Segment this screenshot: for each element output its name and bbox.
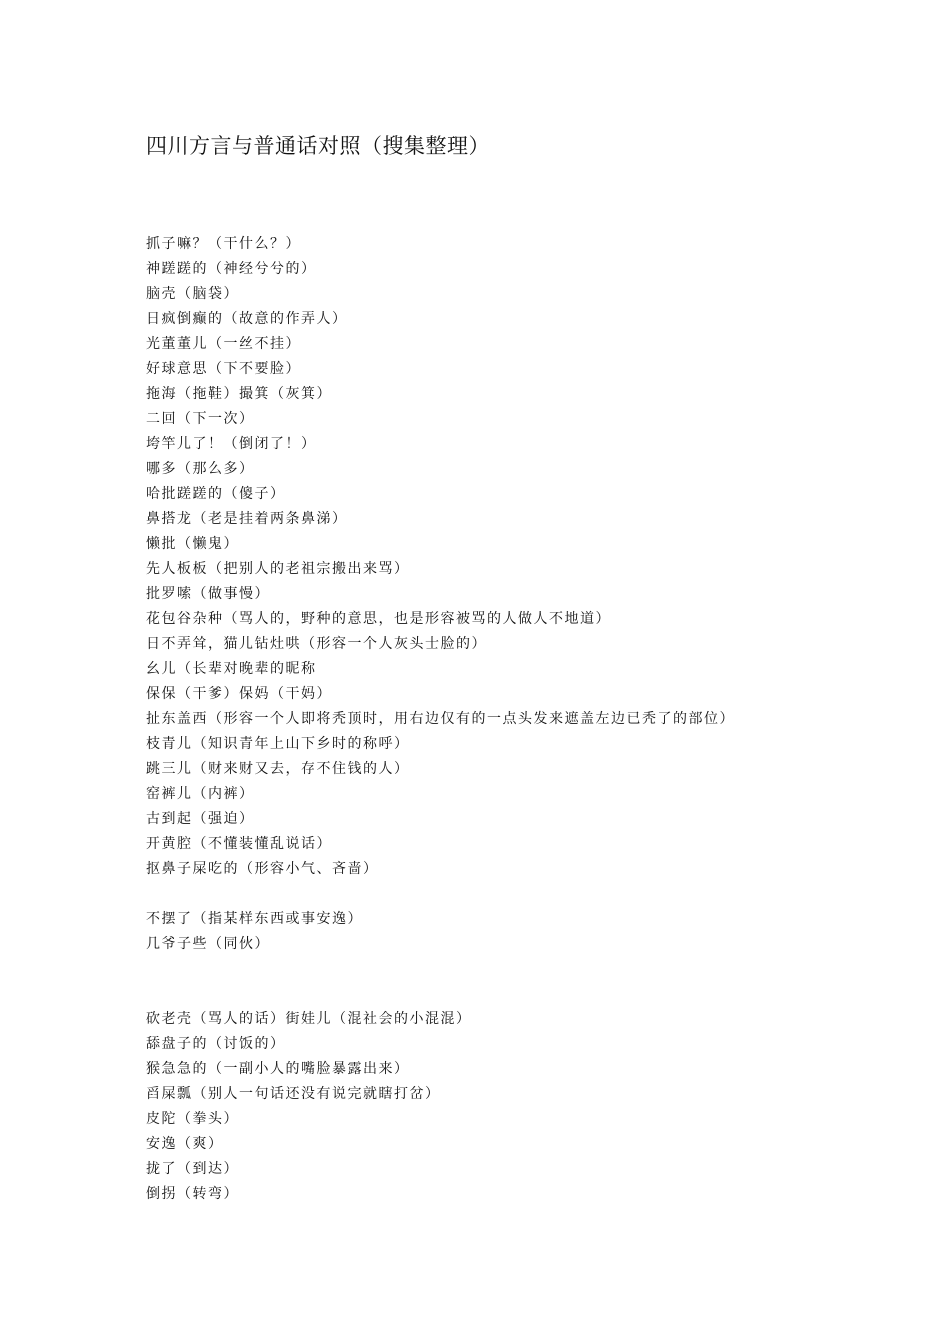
entry-row: 垮竿儿了！（倒闭了！） <box>146 436 317 452</box>
entry-row: 保保（干爹）保妈（干妈） <box>146 686 332 702</box>
document-title: 四川方言与普通话对照（搜集整理） <box>146 134 490 158</box>
entry-row: 舀屎瓢（别人一句话还没有说完就瞎打岔） <box>146 1086 441 1102</box>
entry-row: 日疯倒癫的（故意的作弄人） <box>146 311 348 327</box>
dialect-entry-list <box>146 232 735 1207</box>
entry-row: 开黄腔（不懂装懂乱说话） <box>146 836 332 852</box>
entry-row: 枝青儿（知识青年上山下乡时的称呼） <box>146 736 410 752</box>
entry-row: 幺儿（长辈对晚辈的昵称 <box>146 661 317 677</box>
entry-row: 拖海（拖鞋）撮箕（灰箕） <box>146 386 332 402</box>
entry-row: 二回（下一次） <box>146 411 255 427</box>
entry-row: 先人板板（把别人的老祖宗搬出来骂） <box>146 561 410 577</box>
entry-row: 懒批（懒鬼） <box>146 536 239 552</box>
entry-row: 光董董儿（一丝不挂） <box>146 336 301 352</box>
entry-row: 抠鼻子屎吃的（形容小气、吝啬） <box>146 861 379 877</box>
entry-row: 抓子嘛？（干什么？） <box>146 236 301 252</box>
entry-row: 猴急急的（一副小人的嘴脸暴露出来） <box>146 1061 410 1077</box>
entry-row: 倒拐（转弯） <box>146 1186 239 1202</box>
entry-row: 扯东盖西（形容一个人即将秃顶时，用右边仅有的一点头发来遮盖左边已秃了的部位） <box>146 711 735 727</box>
entry-row: 砍老壳（骂人的话）街娃儿（混社会的小混混） <box>146 1011 472 1027</box>
entry-row: 脑壳（脑袋） <box>146 286 239 302</box>
entry-row: 好球意思（下不要脸） <box>146 361 301 377</box>
blank-line <box>146 882 735 907</box>
entry-row: 鼻搭龙（老是挂着两条鼻涕） <box>146 511 348 527</box>
entry-row: 舔盘子的（讨饭的） <box>146 1036 286 1052</box>
entry-row: 哈批蹉蹉的（傻子） <box>146 486 286 502</box>
entry-row: 批罗嗦（做事慢） <box>146 586 270 602</box>
entry-row: 不摆了（指某样东西或事安逸） <box>146 911 363 927</box>
entry-row: 皮陀（拳头） <box>146 1111 239 1127</box>
entry-row: 跳三儿（财来财又去，存不住钱的人） <box>146 761 410 777</box>
entry-row: 哪多（那么多） <box>146 461 255 477</box>
entry-row: 古到起（强迫） <box>146 811 255 827</box>
entry-row: 花包谷杂种（骂人的，野种的意思，也是形容被骂的人做人不地道） <box>146 611 611 627</box>
blank-line <box>146 957 735 1007</box>
entry-row: 几爷子些（同伙） <box>146 936 270 952</box>
entry-row: 日不弄耸，猫儿钻灶哄（形容一个人灰头士脸的） <box>146 636 487 652</box>
entry-row: 拢了（到达） <box>146 1161 239 1177</box>
entry-row: 安逸（爽） <box>146 1136 224 1152</box>
entry-row: 窑裤儿（内裤） <box>146 786 255 802</box>
entry-row: 神蹉蹉的（神经兮兮的） <box>146 261 317 277</box>
